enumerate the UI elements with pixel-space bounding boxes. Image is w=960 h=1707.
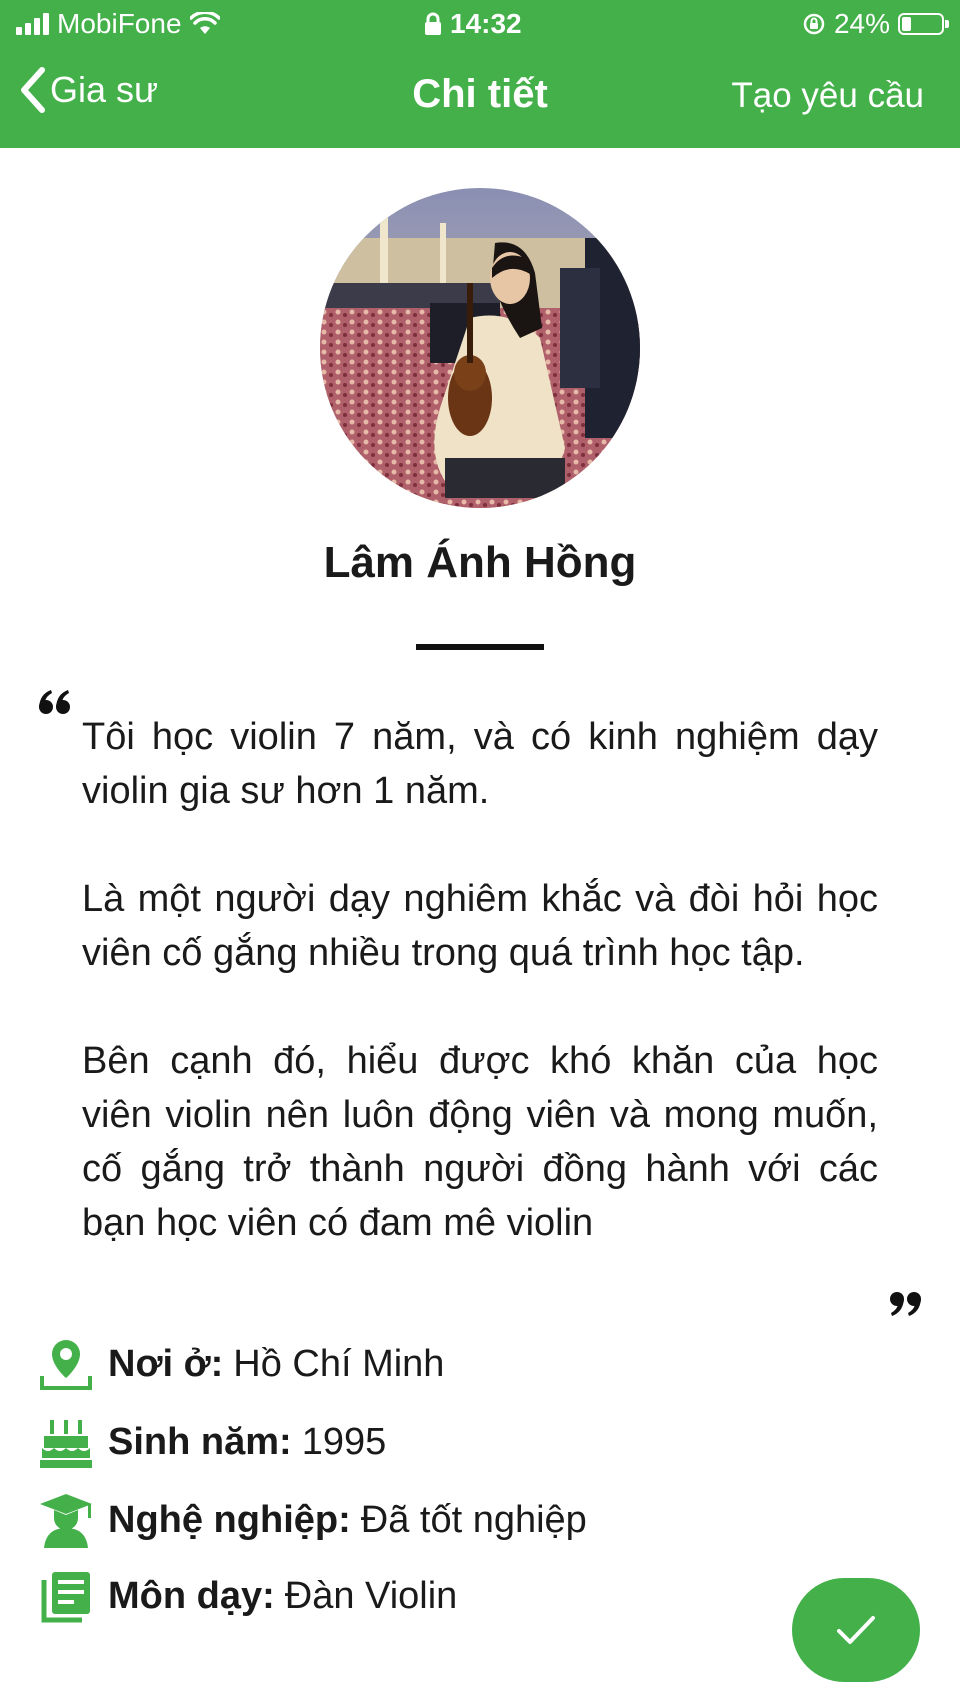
info-birth-year (38, 1414, 386, 1470)
tutor-bio (82, 710, 878, 1250)
birthday-cake-icon (38, 1414, 94, 1470)
wifi-icon (190, 12, 220, 36)
status-bar (0, 0, 960, 50)
clock-time: 14:32 (450, 8, 522, 39)
info-label: Nghệ nghiệp: (108, 1498, 351, 1541)
bio-paragraph: Tôi học violin 7 năm, và có kinh nghiệm dạy violin gia sư hơn 1 năm. (82, 716, 878, 812)
info-subject (38, 1568, 457, 1624)
info-value: 1995 (301, 1420, 387, 1463)
page-title: Chi tiết (412, 72, 548, 116)
open-quote-icon (38, 688, 72, 716)
battery-icon (898, 13, 944, 35)
tutor-avatar (320, 188, 640, 508)
checkmark-icon (836, 1614, 876, 1646)
tutor-name: Lâm Ánh Hồng (323, 538, 637, 587)
back-label: Gia sư (50, 69, 159, 110)
orientation-lock-icon (802, 12, 826, 36)
status-right (802, 8, 944, 40)
app-header (0, 0, 960, 148)
signal-icon (16, 13, 49, 35)
bio-paragraph: Bên cạnh đó, hiểu được khó khăn của học viên violin nên luôn động viên và mong muốn, cố gắng trở thành người đồng hành với các bạn học viên có đam mê violin (82, 1040, 878, 1244)
info-occupation (38, 1492, 587, 1548)
location-pin-icon (38, 1336, 94, 1392)
bio-paragraph: Là một người dạy nghiêm khắc và đòi hỏi học viên cố gắng nhiều trong quá trình học tập. (82, 878, 878, 974)
tutor-photo (320, 188, 640, 508)
battery-percent: 24% (833, 8, 890, 39)
chevron-left-icon (18, 66, 46, 114)
status-center (424, 8, 522, 40)
confirm-button[interactable] (792, 1578, 920, 1682)
carrier-name: MobiFone (57, 8, 182, 39)
close-quote-icon (888, 1290, 922, 1318)
back-button[interactable] (18, 66, 158, 114)
lock-icon (424, 12, 442, 36)
info-label: Nơi ở: (108, 1342, 224, 1385)
battery-level (902, 17, 911, 31)
graduate-icon (38, 1492, 94, 1548)
create-request-button[interactable]: Tạo yêu cầu (731, 76, 924, 115)
status-left (16, 8, 220, 40)
info-value: Hồ Chí Minh (233, 1342, 445, 1385)
info-value: Đàn Violin (284, 1574, 458, 1617)
info-label: Sinh năm: (108, 1420, 292, 1463)
subject-book-icon (38, 1568, 94, 1624)
info-label: Môn dạy: (108, 1574, 275, 1617)
info-residence (38, 1336, 444, 1392)
name-divider (416, 644, 544, 650)
info-value: Đã tốt nghiệp (360, 1498, 587, 1541)
